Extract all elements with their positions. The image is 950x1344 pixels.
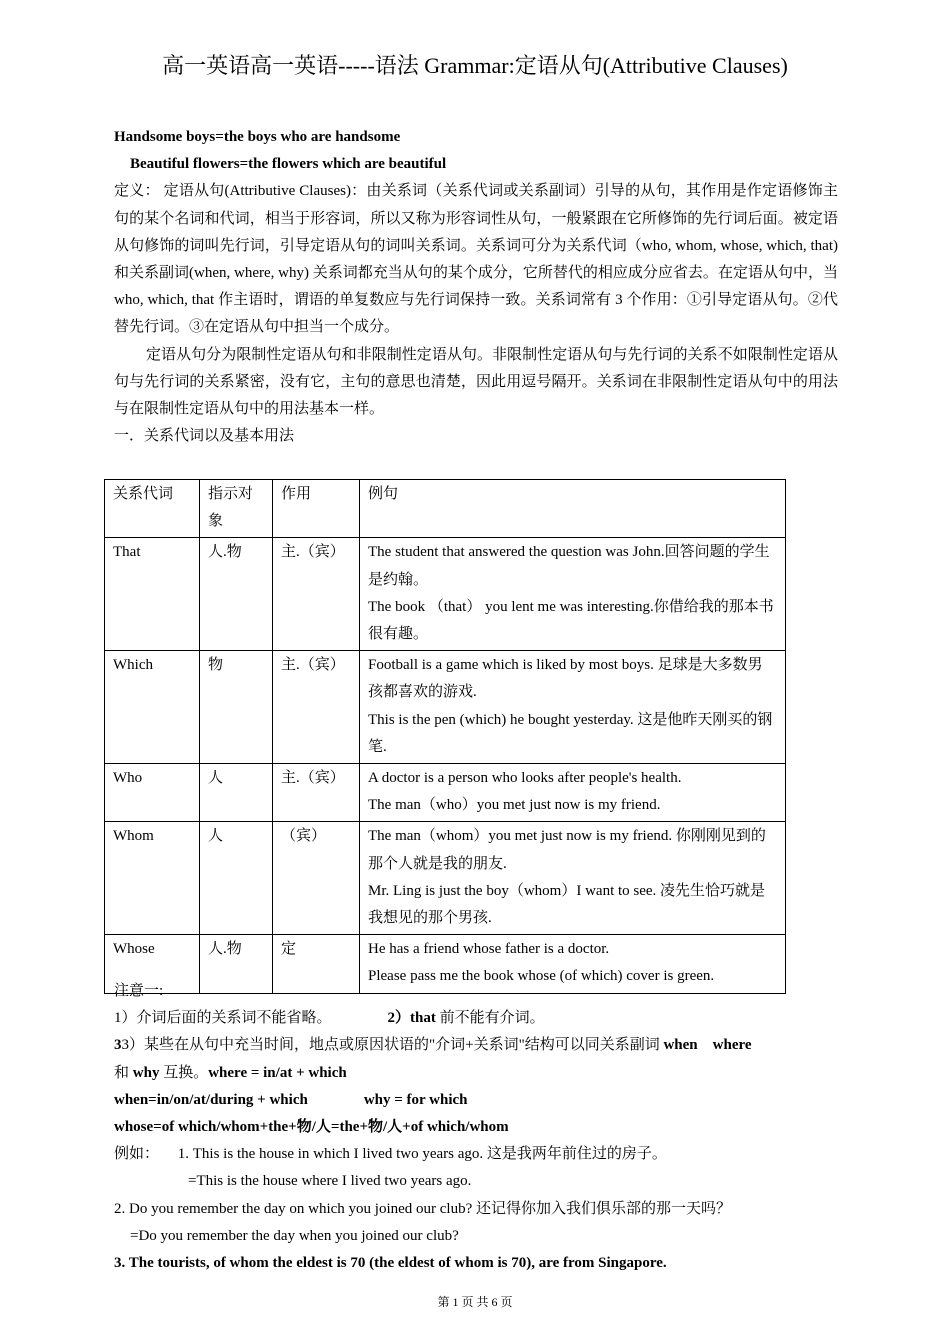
target-cell: 人 (200, 822, 273, 935)
word-cell: Who (105, 764, 200, 822)
note-3-swap: 互换。 (159, 1064, 209, 1081)
example-sentence: The man（who）you met just now is my friend. (368, 797, 661, 814)
example-2b: =Do you remember the day when you joined our club? (130, 1227, 459, 1244)
example-1-text: 1. This is the house in which I lived two years ago. 这是我两年前住过的房子。 (177, 1146, 667, 1163)
role-cell: 主.（宾） (273, 764, 360, 822)
table-row (105, 651, 786, 764)
table-row (105, 538, 786, 651)
example-2: 2. Do you remember the day on which you joined our club? 还记得你加入我们俱乐部的那一天吗？ (114, 1200, 731, 1217)
intro-line-1: Handsome boys=the boys who are handsome (114, 129, 401, 145)
target-cell: 人 (200, 764, 273, 822)
example-sentence: This is the pen (which) he bought yesterday. 这是他昨天刚买的钢笔. (368, 711, 773, 755)
note-3-text: 3）某些在从句中充当时间，地点或原因状语的"介词+关系词"结构可以同关系副词 (121, 1037, 664, 1054)
note-1: 1）介词后面的关系词不能省略。 (114, 1010, 332, 1027)
table-header-row (105, 480, 786, 538)
target-cell: 物 (200, 651, 273, 764)
note-3-where: where (712, 1037, 752, 1054)
example-sentence: A doctor is a person who looks after people's health. (368, 770, 682, 787)
role-cell: （宾） (273, 822, 360, 935)
header-cell: 例句 (360, 480, 786, 538)
word-cell: Which (105, 651, 200, 764)
example-cell (360, 764, 786, 822)
note-2-number: 2） (387, 1010, 411, 1027)
example-sentence: Please pass me the book whose (of which) cover is green. (368, 968, 715, 985)
note-3-when: when (663, 1037, 698, 1054)
example-sentence: Mr. Ling is just the boy（whom）I want to see. 凌先生恰巧就是我想见的那个男孩. (368, 882, 766, 927)
intro-section (114, 124, 838, 450)
example-sentence: The book （that） you lent me was interesting.你借给我的那本书很有趣。 (368, 598, 774, 643)
definition-paragraph: 定义： 定语从句(Attributive Clauses)：由关系词（关系代词或关系副词）引导的从句，其作用是作定语修饰主句的某个名词和代词，相当于形容词，所以又称为形容词性从句，一般紧跟在它所修饰的先行词后面。被定语从句修饰的词叫先行词，引导定语从句的词叫关系词。关系词可分为关系代词（who, whom, whose, which, that)和关系副词(when, where, why) 关系词都充当从句的某个成分，它所替代的相应成分应省去。在定语从句中，当 who, which, that 作主语时，谓语的单复数应与先行词保持一致。关系词常有 3 个作用：①引导定语从句。②代替先行词。③在定语从句中担当一个成分。 (114, 183, 838, 336)
table-row (105, 764, 786, 822)
note-3-why: why (132, 1064, 160, 1081)
note-3-number: 3 (114, 1037, 122, 1054)
role-cell: 定 (273, 935, 360, 993)
rule-whose: whose=of which/whom+the+物/人=the+物/人+of which/whom (114, 1119, 509, 1136)
example-cell (360, 538, 786, 651)
target-cell: 人.物 (200, 935, 273, 993)
section-heading: 一．关系代词以及基本用法 (114, 428, 295, 445)
word-cell: That (105, 538, 200, 651)
role-cell: 主.（宾） (273, 538, 360, 651)
note-3 (114, 1032, 840, 1086)
example-sentence: He has a friend whose father is a doctor. (368, 941, 610, 958)
rule-where: where = in/at + which (208, 1064, 347, 1081)
note-2-keyword: that (410, 1010, 436, 1027)
example-sentence: The student that answered the question was John.回答问题的学生是约翰。 (368, 544, 770, 588)
header-cell: 关系代词 (105, 480, 200, 538)
rule-when-why (114, 1087, 840, 1114)
role-cell: 主.（宾） (273, 651, 360, 764)
example-3: 3. The tourists, of whom the eldest is 70 (the eldest of whom is 70), are from Singapore. (114, 1255, 667, 1272)
example-cell (360, 822, 786, 935)
target-cell: 人.物 (200, 538, 273, 651)
example-1b: =This is the house where I lived two years ago. (188, 1173, 472, 1190)
intro-line-2: Beautiful flowers=the flowers which are beautiful (130, 156, 447, 173)
example-1 (114, 1141, 840, 1168)
note-2-text: 前不能有介词。 (435, 1010, 545, 1027)
example-sentence: The man（whom）you met just now is my friend. 你刚刚见到的那个人就是我的朋友. (368, 828, 766, 872)
relative-pronoun-table (104, 479, 786, 994)
page-footer: 第 1 页 共 6 页 (437, 1295, 513, 1309)
restrictive-paragraph: 定语从句分为限制性定语从句和非限制性定语从句。非限制性定语从句与先行词的关系不如限制性定语从句与先行词的关系紧密，没有它，主句的意思也清楚，因此用逗号隔开。关系词在非限制性定语从句中的用法与在限制性定语从句中的用法基本一样。 (114, 346, 838, 418)
header-cell: 作用 (273, 480, 360, 538)
table-row (105, 822, 786, 935)
header-cell: 指示对象 (200, 480, 273, 538)
example-label: 例如： (114, 1146, 160, 1163)
notes-section (114, 978, 840, 1277)
page-title: 高一英语高一英语-----语法 Grammar:定语从句(Attributive Clauses) (162, 53, 788, 78)
example-sentence: Football is a game which is liked by most boys. 足球是大多数男孩都喜欢的游戏. (368, 657, 763, 701)
note-1-2 (114, 1005, 840, 1032)
example-cell (360, 651, 786, 764)
word-cell: Whom (105, 822, 200, 935)
note-3-and: 和 (114, 1064, 133, 1081)
notes-heading: 注意一: (114, 983, 164, 999)
rule-when: when=in/on/at/during + which (114, 1091, 308, 1108)
word-cell: Whose (105, 935, 200, 993)
rule-why: why = for which (363, 1091, 468, 1108)
